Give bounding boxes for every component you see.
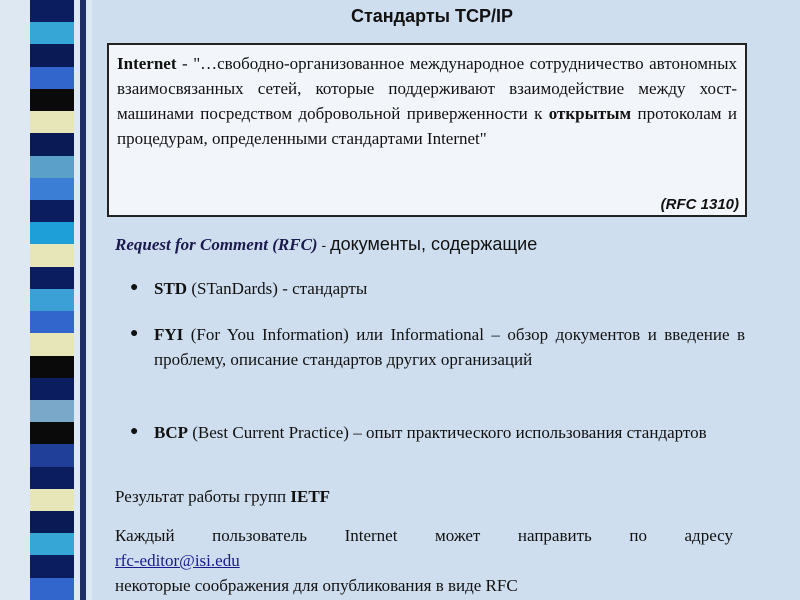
stripe-block [30, 67, 74, 89]
rfc-dash: - [317, 237, 331, 253]
bullet-term: BCP [154, 423, 188, 442]
definition-box [107, 43, 747, 217]
rfc-description: документы, содержащие [330, 234, 538, 254]
definition-body-end: протоколам и процедурам, определенными стандартами Internet" [117, 104, 737, 148]
bullet-text: (Best Current Practice) – опыт практического использования стандартов [188, 423, 707, 442]
rfc-heading [115, 234, 537, 255]
ietf-term: IETF [290, 487, 331, 506]
bullet-icon: ● [130, 424, 139, 439]
stripe-block [30, 267, 74, 289]
stripe-block [30, 200, 74, 222]
definition-separator: - [176, 54, 194, 73]
stripe-block [30, 178, 74, 200]
stripe-block [30, 333, 74, 355]
stripe-block [30, 400, 74, 422]
ietf-line [115, 484, 745, 509]
definition-body-start: "…свободно-организованное международное сотрудничество автономных взаимосвязанных сетей, которые поддерживают взаимодействие между хост-машинами посредством добровольной приверженности к [117, 54, 737, 123]
editor-email-link[interactable]: rfc-editor@isi.edu [115, 551, 240, 570]
stripe-blocks [30, 0, 74, 600]
stripe-block [30, 222, 74, 244]
definition-text [117, 51, 737, 151]
stripe-block [30, 422, 74, 444]
submission-text: Каждый пользователь Internet может направить по адресу [115, 526, 733, 545]
bullet-text: (For You Information) или Informational – обзор документов и введение в проблему, описание стандартов других организаций [154, 325, 745, 369]
stripe-block [30, 533, 74, 555]
stripe-block [30, 44, 74, 66]
stripe-block [30, 555, 74, 577]
stripe-block [30, 22, 74, 44]
submission-paragraph [115, 523, 745, 598]
definition-term: Internet [117, 54, 177, 73]
stripe-block [30, 156, 74, 178]
stripe-block [30, 467, 74, 489]
stripe-block [30, 444, 74, 466]
stripe-block [30, 89, 74, 111]
stripe-edge [80, 0, 86, 600]
definition-reference: (RFC 1310) [660, 196, 739, 213]
bullet-term: FYI [154, 325, 184, 344]
ietf-text: Результат работы групп [115, 487, 291, 506]
definition-emphasis: открытым [548, 104, 632, 123]
rfc-term: Request for Comment (RFC) [115, 235, 318, 254]
bullet-term: STD [154, 279, 188, 298]
bullet-icon: ● [130, 326, 139, 341]
stripe-block [30, 378, 74, 400]
bullet-icon: ● [130, 280, 139, 295]
stripe-block [30, 133, 74, 155]
stripe-block [30, 511, 74, 533]
stripe-block [30, 111, 74, 133]
stripe-block [30, 0, 74, 22]
bullet-text: (STanDards) - стандарты [187, 279, 368, 298]
decorative-stripe [0, 0, 92, 600]
stripe-block [30, 289, 74, 311]
submission-text-end: некоторые соображения для опубликования в виде RFC [115, 576, 518, 595]
list-item-bcp [130, 420, 745, 445]
list-item-fyi [130, 322, 745, 372]
stripe-block [30, 578, 74, 600]
stripe-block [30, 311, 74, 333]
stripe-block [30, 489, 74, 511]
stripe-block [30, 356, 74, 378]
stripe-block [30, 244, 74, 266]
slide-title: Стандарты TCP/IP [350, 6, 514, 26]
list-item-std [130, 276, 745, 301]
